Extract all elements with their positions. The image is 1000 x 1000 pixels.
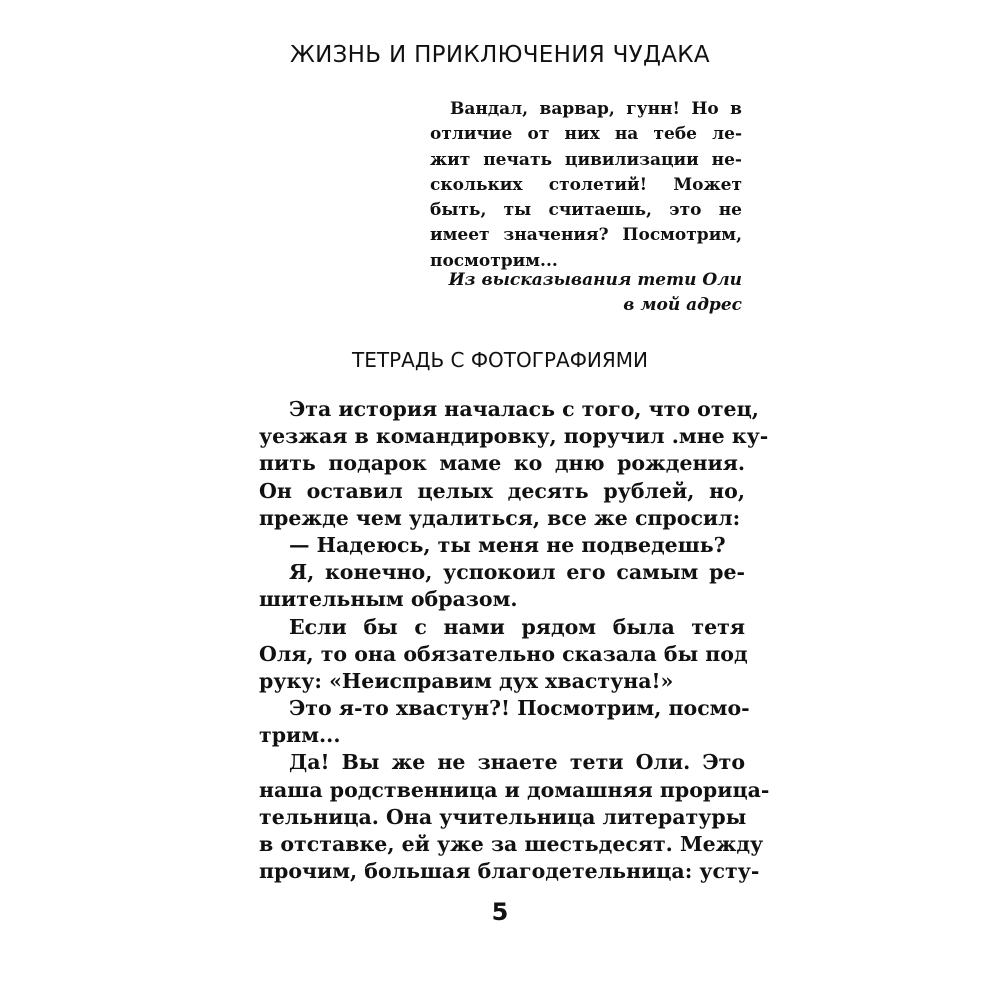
body-text: [259, 396, 770, 885]
body-line: руку: «Неисправим дух хвастуна!»: [259, 668, 674, 693]
page-number: 5: [491, 898, 509, 926]
body-line: Я, конечно, успокоил его самым ре-: [289, 560, 745, 585]
body-line: Оля, то она обязательно сказала бы под: [259, 641, 748, 666]
epigraph-line: посмотрим...: [430, 250, 558, 271]
epigraph-source-line: в мой адрес: [623, 295, 742, 315]
body-line: пить подарок маме ко дню рождения.: [259, 451, 745, 476]
epigraph-source: [430, 268, 742, 318]
body-line: Эта история началась с того, что отец,: [289, 397, 759, 421]
running-title: ЖИЗНЬ И ПРИКЛЮЧЕНИЯ ЧУДАКА: [290, 42, 710, 68]
body-line: тельница. Она учительница литературы: [259, 804, 747, 829]
body-line: трим...: [259, 723, 341, 748]
body-line: шительным образом.: [259, 587, 518, 612]
body-line: в отставке, ей уже за шестьдесят. Между: [259, 832, 764, 856]
epigraph-line: быть, ты считаешь, это не: [430, 200, 742, 221]
epigraph-source-line: Из высказывания тети Оли: [448, 270, 742, 290]
body-line: Он оставил целых десять рублей, но,: [259, 478, 745, 503]
body-line: Это я-то хвастун?! Посмотрим, посмо-: [289, 696, 750, 721]
epigraph-line: имеет значения? Посмотрим,: [430, 225, 742, 246]
chapter-title: ТЕТРАДЬ С ФОТОГРАФИЯМИ: [352, 348, 648, 372]
body-line: Если бы с нами рядом была тетя: [289, 614, 745, 639]
epigraph: [430, 97, 742, 274]
body-line: наша родственница и домашняя прорица-: [259, 777, 770, 802]
body-line: Да! Вы же не знаете тети Оли. Это: [289, 750, 745, 775]
epigraph-line: отличие от них на тебе ле-: [430, 124, 742, 145]
epigraph-line: жит печать цивилизации не-: [430, 149, 742, 170]
epigraph-line: скольких столетий! Может: [430, 174, 742, 195]
body-line: уезжая в командировку, поручил .мне ку-: [259, 424, 769, 449]
body-line: прежде чем удалиться, все же спросил:: [259, 505, 741, 530]
body-line: — Надеюсь, ты меня не подведешь?: [289, 532, 726, 557]
body-line: прочим, большая благодетельница: усту-: [259, 859, 760, 884]
epigraph-line: Вандал, варвар, гунн! Но в: [450, 99, 742, 119]
